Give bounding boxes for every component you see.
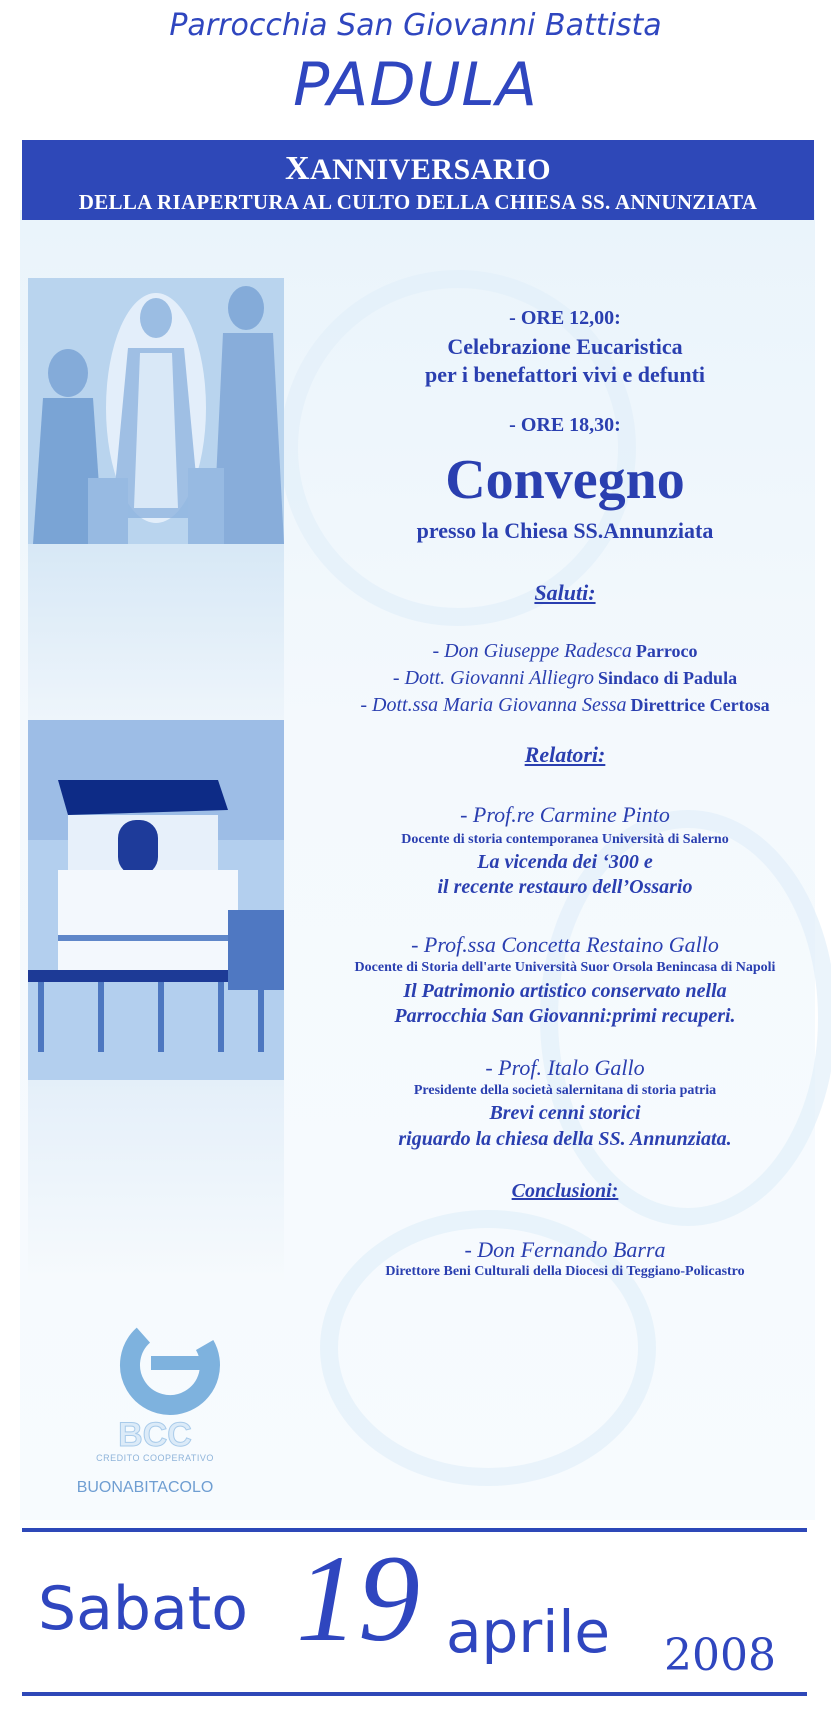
conclusioni-heading: Conclusioni: xyxy=(511,1180,619,1202)
conclusioni-name: - Don Fernando Barra xyxy=(464,1237,666,1262)
decorative-fade xyxy=(28,544,284,720)
talk-title-line-2: riguardo la chiesa della SS. Annunziata. xyxy=(398,1128,732,1150)
convegno-title: Convegno xyxy=(445,449,685,511)
anniversary-word: ANNIVERSARIO xyxy=(310,153,552,186)
saluti-item xyxy=(300,640,830,663)
speaker-affiliation: Presidente della società salernitana di storia patria xyxy=(413,1083,717,1098)
madonna-fresco-illustration xyxy=(28,278,284,544)
mass-line-2: per i benefattori vivi e defunti xyxy=(424,362,706,387)
date-month: aprile xyxy=(446,1598,611,1666)
speaker-affiliation: Docente di storia contemporanea Università di Salerno xyxy=(401,832,729,847)
relatori-heading: Relatori: xyxy=(524,742,606,767)
bcc-logo-mark xyxy=(115,1310,225,1420)
saluti-role: Direttrice Certosa xyxy=(630,695,770,715)
bcc-logo xyxy=(70,1310,240,1500)
speaker-name: - Prof.ssa Concetta Restaino Gallo xyxy=(411,932,719,957)
speaker-name: - Prof. Italo Gallo xyxy=(485,1055,645,1080)
talk-title-line-1: Brevi cenni storici xyxy=(489,1102,641,1124)
saluti-name: - Dott. Giovanni Alliegro xyxy=(392,667,595,689)
program-content xyxy=(300,0,830,1300)
bell-tower-illustration xyxy=(28,720,284,1080)
saluti-role: Parroco xyxy=(635,641,698,661)
talk-title-line-2: Parrocchia San Giovanni:primi recuperi. xyxy=(394,1005,736,1027)
time-1: - ORE 12,00: xyxy=(509,307,621,329)
talk-title-line-1: La vicenda dei ‘300 e xyxy=(477,851,653,873)
town-title: PADULA xyxy=(293,50,538,120)
parish-name: Parrocchia San Giovanni Battista xyxy=(169,8,662,43)
date-year: 2008 xyxy=(664,1630,776,1681)
saluti-name: - Don Giuseppe Radesca xyxy=(432,640,632,662)
divider-bottom xyxy=(22,1692,807,1696)
bcc-branch: BUONABITACOLO xyxy=(76,1479,214,1496)
talk-title-line-1: Il Patrimonio artistico conservato nella xyxy=(403,980,727,1002)
conclusioni-role: Direttore Beni Culturali della Diocesi di Teggiano-Policastro xyxy=(385,1264,745,1279)
time-2: - ORE 18,30: xyxy=(509,414,621,436)
date-day: 19 xyxy=(296,1530,420,1667)
speaker-name: - Prof.re Carmine Pinto xyxy=(460,802,670,827)
bcc-tagline: CREDITO COOPERATIVO xyxy=(96,1453,214,1463)
madonna-fresco-image xyxy=(28,278,284,544)
saluti-role: Sindaco di Padula xyxy=(598,668,738,688)
bcc-brand: BCC xyxy=(118,1416,192,1454)
speaker-affiliation: Docente di Storia dell'arte Università Suor Orsola Benincasa di Napoli xyxy=(354,960,776,975)
anniversary-subtitle: DELLA RIAPERTURA AL CULTO DELLA CHIESA SS. ANNUNZIATA xyxy=(78,190,758,214)
bell-tower-image xyxy=(28,720,284,1080)
saluti-name: - Dott.ssa Maria Giovanna Sessa xyxy=(360,694,627,716)
saluti-heading: Saluti: xyxy=(534,580,596,605)
date-weekday: Sabato xyxy=(38,1574,248,1644)
anniversary-numeral: X xyxy=(284,150,310,187)
saluti-item xyxy=(300,667,830,690)
decorative-fade xyxy=(28,1080,284,1280)
convegno-location: presso la Chiesa SS.Annunziata xyxy=(416,518,714,543)
talk-title-line-2: il recente restauro dell’Ossario xyxy=(437,876,693,898)
saluti-item xyxy=(300,694,830,717)
mass-line-1: Celebrazione Eucaristica xyxy=(447,334,683,359)
